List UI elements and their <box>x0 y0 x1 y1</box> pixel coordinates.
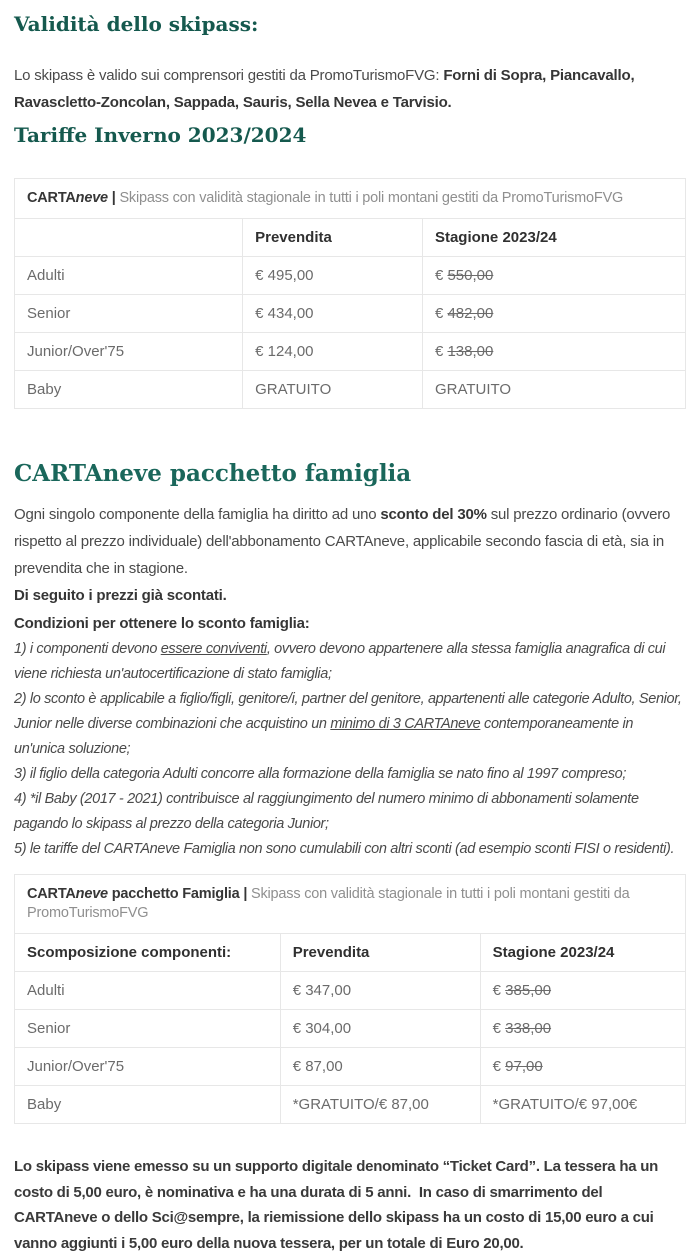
strikethrough-price: 97,00 <box>505 1058 543 1075</box>
paragraph-famiglia-bold-line: Di seguito i prezzi già scontati. <box>14 587 227 604</box>
row-label-cell: Senior <box>15 295 243 333</box>
price-cell: € 87,00 <box>280 1048 480 1086</box>
table-caption <box>15 875 686 934</box>
column-header: Scomposizione componenti: <box>15 934 281 972</box>
table-header-row <box>15 219 686 257</box>
table-row <box>15 972 686 1010</box>
strikethrough-price: 385,00 <box>505 982 552 999</box>
strikethrough-price: 482,00 <box>447 305 494 322</box>
table-caption <box>15 179 686 219</box>
heading-tariffe-inverno: Tariffe Inverno 2023/2024 <box>14 123 307 147</box>
table-row <box>15 1048 686 1086</box>
condition-item <box>14 787 686 837</box>
column-header: Prevendita <box>280 934 480 972</box>
conditions-list <box>14 637 686 862</box>
table-row <box>15 1010 686 1048</box>
text-segment: pacchetto Famiglia | <box>107 886 251 902</box>
text-segment: essere conviventi <box>160 641 267 657</box>
text-segment: Skipass con validità stagionale in tutti i poli montani gestiti da PromoTurismoFVG <box>27 886 630 921</box>
price-cell: € 338,00 <box>480 1010 685 1048</box>
row-label-cell: Baby <box>15 1086 281 1124</box>
paragraph-famiglia-text <box>14 501 686 582</box>
row-label-cell: Baby <box>15 371 243 409</box>
price-cell: € 124,00 <box>243 333 423 371</box>
table-cartaneve <box>14 178 686 409</box>
condition-item <box>14 837 686 862</box>
price-cell: *GRATUITO/€ 97,00€ <box>480 1086 685 1124</box>
text-segment: CARTA <box>27 886 76 902</box>
text-segment: neve <box>75 886 108 902</box>
price-cell: € 385,00 <box>480 972 685 1010</box>
price-cell: GRATUITO <box>243 371 423 409</box>
row-label-cell: Junior/Over'75 <box>15 1048 281 1086</box>
table-row <box>15 295 686 333</box>
text-segment: sconto del 30% <box>380 506 487 523</box>
row-label-cell: Adulti <box>15 257 243 295</box>
row-label-cell: Junior/Over'75 <box>15 333 243 371</box>
strikethrough-price: 338,00 <box>505 1020 552 1037</box>
condition-item <box>14 637 686 687</box>
paragraph-ticket-card: Lo skipass viene emesso su un supporto digitale denominato “Ticket Card”. La tessera ha un costo di 5,00 euro, è nominativa e ha una durata di 5 anni. In caso di smarrimento del CARTAneve o dello Sci@sempre, la riemissione dello skipass ha un costo di 15,00 euro a cui vanno aggiunti i 5,00 euro della nuova tessera, per un totale di Euro 20,00. <box>14 1158 659 1252</box>
price-cell: € 495,00 <box>243 257 423 295</box>
heading-validita-skipass: Validità dello skipass: <box>14 12 259 36</box>
paragraph-famiglia <box>14 501 686 609</box>
text-segment: Lo skipass è valido sui comprensori gestiti da PromoTurismoFVG: <box>14 67 444 84</box>
text-segment: | <box>107 190 120 206</box>
text-segment: 4) *il Baby (2017 - 2021) contribuisce al raggiungimento del numero minimo di abbonamenti solamente pagando lo skipass al prezzo della categoria Junior; <box>14 791 639 832</box>
table-caption-row <box>15 179 686 219</box>
text-segment: contemporaneamente in un'unica soluzione; <box>14 716 634 757</box>
price-cell: € 550,00 <box>422 257 685 295</box>
text-segment: minimo di 3 CARTAneve <box>330 716 481 732</box>
strikethrough-price: 138,00 <box>447 343 494 360</box>
price-cell: € 138,00 <box>422 333 685 371</box>
text-segment: Forni di Sopra, Piancavallo, Ravascletto-Zoncolan, Sappada, Sauris, Sella Nevea e Tarvisio. <box>14 67 635 111</box>
table-caption-row <box>15 875 686 934</box>
text-segment: , ovvero devono appartenere alla stessa famiglia anagrafica di cui viene richiesta un'autocertificazione di stato famiglia; <box>14 641 666 682</box>
text-segment: CARTA <box>27 190 76 206</box>
column-header <box>15 219 243 257</box>
row-label-cell: Adulti <box>15 972 281 1010</box>
table-row <box>15 257 686 295</box>
conditions-title: Condizioni per ottenere lo sconto famiglia: <box>14 615 310 632</box>
text-segment: Skipass con validità stagionale in tutti i poli montani gestiti da PromoTurismoFVG <box>119 190 624 206</box>
text-segment: 5) le tariffe del CARTAneve Famiglia non sono cumulabili con altri sconti (ad esempio sconti FISI o residenti). <box>14 841 675 857</box>
text-segment: neve <box>75 190 108 206</box>
condition-item <box>14 687 686 762</box>
price-cell: *GRATUITO/€ 87,00 <box>280 1086 480 1124</box>
price-cell: € 347,00 <box>280 972 480 1010</box>
row-label-cell: Senior <box>15 1010 281 1048</box>
table-row <box>15 1086 686 1124</box>
conditions-block <box>14 611 686 862</box>
table-row <box>15 371 686 409</box>
strikethrough-price: 550,00 <box>447 267 494 284</box>
text-segment: 1) i componenti devono <box>14 641 161 657</box>
text-segment: Ogni singolo componente della famiglia ha diritto ad uno <box>14 506 381 523</box>
price-cell: € 97,00 <box>480 1048 685 1086</box>
text-segment: sul prezzo ordinario (ovvero rispetto al prezzo individuale) dell'abbonamento CARTAneve, applicabile secondo fascia di età, sia in prevendita che in stagione. <box>14 506 671 577</box>
table-header-row <box>15 934 686 972</box>
column-header: Stagione 2023/24 <box>480 934 685 972</box>
heading-cartaneve-famiglia: CARTAneve pacchetto famiglia <box>14 460 412 487</box>
column-header: Prevendita <box>243 219 423 257</box>
price-cell: € 482,00 <box>422 295 685 333</box>
paragraph-validita <box>14 62 686 116</box>
table-famiglia <box>14 874 686 1124</box>
column-header: Stagione 2023/24 <box>422 219 685 257</box>
price-cell: € 304,00 <box>280 1010 480 1048</box>
price-cell: GRATUITO <box>422 371 685 409</box>
condition-item <box>14 762 686 787</box>
price-cell: € 434,00 <box>243 295 423 333</box>
table-row <box>15 333 686 371</box>
text-segment: 2) lo sconto è applicabile a figlio/figli, genitore/i, partner del genitore, appartenenti alle categorie Adulto, Senior, Junior nelle diverse combinazioni che acquistino un <box>14 691 682 732</box>
text-segment: 3) il figlio della categoria Adulti concorre alla formazione della famiglia se nato fino al 1997 compreso; <box>14 766 626 782</box>
